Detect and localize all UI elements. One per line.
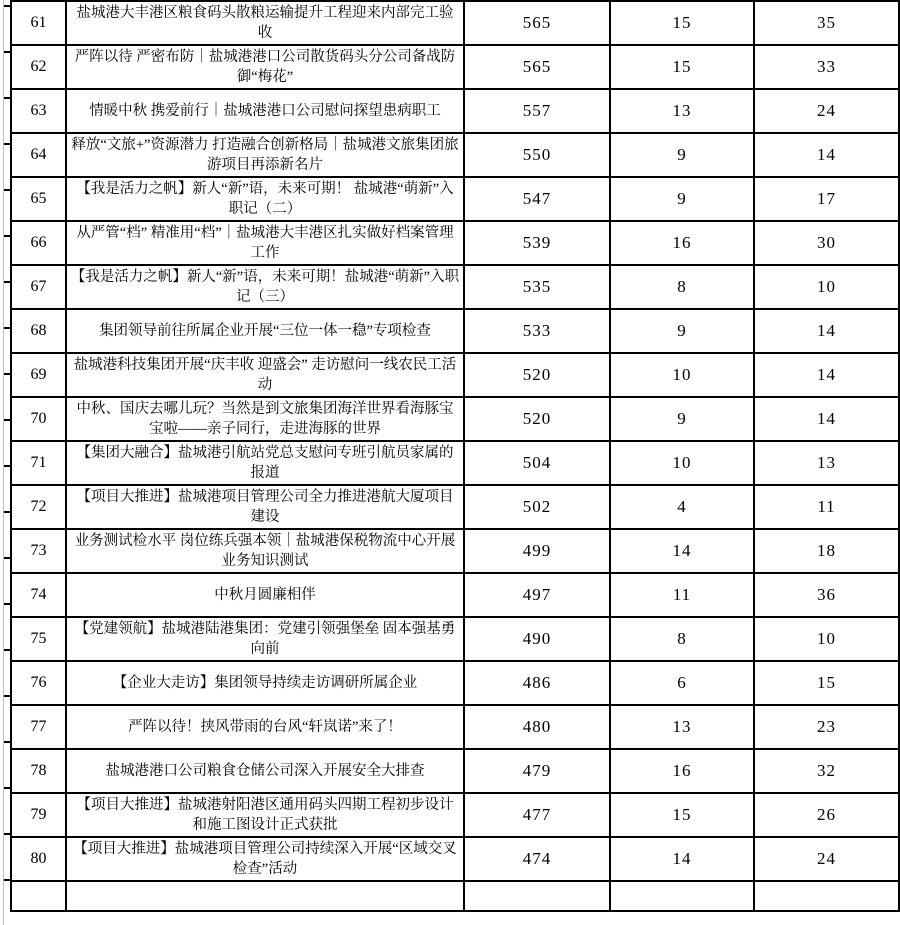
table-row	[11, 45, 899, 89]
value-col-1-cell[interactable]: 547	[464, 177, 610, 221]
value-col-1-cell[interactable]: 477	[464, 793, 610, 837]
row-number-cell[interactable]: 73	[11, 529, 66, 573]
table-body	[11, 0, 899, 911]
value-col-3-cell[interactable]: 23	[754, 705, 899, 749]
value-col-2-cell[interactable]: 10	[610, 441, 754, 485]
value-col-3-cell[interactable]: 35	[754, 1, 899, 45]
row-number-cell[interactable]: 62	[11, 45, 66, 89]
row-number-cell[interactable]: 76	[11, 661, 66, 705]
row-number-cell[interactable]: 80	[11, 837, 66, 881]
value-col-3-cell[interactable]: 33	[754, 45, 899, 89]
row-number-cell[interactable]: 78	[11, 749, 66, 793]
table-row	[11, 397, 899, 441]
value-col-2-cell[interactable]: 14	[610, 529, 754, 573]
value-col-1-cell[interactable]: 497	[464, 573, 610, 617]
title-cell[interactable]: 严阵以待 严密布防｜盐城港港口公司散货码头分公司备战防御“梅花”	[66, 45, 464, 89]
title-cell[interactable]: 盐城港科技集团开展“庆丰收 迎盛会” 走访慰问一线农民工活动	[66, 353, 464, 397]
partial-cell	[464, 881, 610, 911]
row-number-cell[interactable]: 68	[11, 309, 66, 353]
table-row	[11, 573, 899, 617]
row-number-cell[interactable]: 75	[11, 617, 66, 661]
value-col-3-cell[interactable]: 14	[754, 133, 899, 177]
title-cell[interactable]: 释放“文旅+”资源潜力 打造融合创新格局｜盐城港文旅集团旅游项目再添新名片	[66, 133, 464, 177]
value-col-3-cell[interactable]: 36	[754, 573, 899, 617]
value-col-1-cell[interactable]: 504	[464, 441, 610, 485]
partial-cell	[754, 881, 899, 911]
value-col-2-cell[interactable]: 9	[610, 177, 754, 221]
table-row	[11, 221, 899, 265]
value-col-2-cell[interactable]: 10	[610, 353, 754, 397]
table-row	[11, 837, 899, 881]
value-col-1-cell[interactable]: 502	[464, 485, 610, 529]
value-col-3-cell[interactable]: 26	[754, 793, 899, 837]
table-row	[11, 793, 899, 837]
value-col-1-cell[interactable]: 565	[464, 1, 610, 45]
table-row	[11, 1, 899, 45]
table-row	[11, 133, 899, 177]
value-col-3-cell[interactable]: 17	[754, 177, 899, 221]
value-col-1-cell[interactable]: 490	[464, 617, 610, 661]
value-col-1-cell[interactable]: 533	[464, 309, 610, 353]
value-col-3-cell[interactable]: 10	[754, 265, 899, 309]
row-number-cell[interactable]: 79	[11, 793, 66, 837]
row-number-cell[interactable]: 67	[11, 265, 66, 309]
table-row	[11, 441, 899, 485]
value-col-3-cell[interactable]: 14	[754, 309, 899, 353]
value-col-1-cell[interactable]: 557	[464, 89, 610, 133]
title-cell[interactable]: 严阵以待！挟风带雨的台风“轩岚诺”来了！	[66, 705, 464, 749]
value-col-3-cell[interactable]: 30	[754, 221, 899, 265]
title-cell[interactable]: 业务测试检水平 岗位练兵强本领｜盐城港保税物流中心开展业务知识测试	[66, 529, 464, 573]
value-col-1-cell[interactable]: 565	[464, 45, 610, 89]
title-cell[interactable]: 【项目大推进】盐城港射阳港区通用码头四期工程初步设计和施工图设计正式获批	[66, 793, 464, 837]
table-row	[11, 661, 899, 705]
row-number-cell[interactable]: 63	[11, 89, 66, 133]
row-number-cell[interactable]: 65	[11, 177, 66, 221]
title-cell[interactable]: 从严管“档” 精准用“档”｜盐城港大丰港区扎实做好档案管理工作	[66, 221, 464, 265]
title-cell[interactable]: 中秋、国庆去哪儿玩？当然是到文旅集团海洋世界看海豚宝宝啦——亲子同行，走进海豚的世界	[66, 397, 464, 441]
value-col-2-cell[interactable]: 16	[610, 221, 754, 265]
value-col-3-cell[interactable]: 24	[754, 837, 899, 881]
partial-row-below	[11, 881, 899, 911]
value-col-2-cell[interactable]: 9	[610, 133, 754, 177]
value-col-2-cell[interactable]: 11	[610, 573, 754, 617]
row-number-cell[interactable]: 71	[11, 441, 66, 485]
value-col-3-cell[interactable]: 32	[754, 749, 899, 793]
value-col-3-cell[interactable]: 13	[754, 441, 899, 485]
table-row	[11, 309, 899, 353]
table-row	[11, 749, 899, 793]
title-cell[interactable]: 【项目大推进】盐城港项目管理公司持续深入开展“区域交叉检查”活动	[66, 837, 464, 881]
value-col-1-cell[interactable]: 550	[464, 133, 610, 177]
table-row	[11, 265, 899, 309]
value-col-1-cell[interactable]: 480	[464, 705, 610, 749]
value-col-1-cell[interactable]: 486	[464, 661, 610, 705]
value-col-1-cell[interactable]: 479	[464, 749, 610, 793]
news-stats-table	[10, 0, 900, 912]
table-row	[11, 353, 899, 397]
value-col-1-cell[interactable]: 499	[464, 529, 610, 573]
title-cell[interactable]: 【企业大走访】集团领导持续走访调研所属企业	[66, 661, 464, 705]
title-cell[interactable]: 【党建领航】盐城港陆港集团：党建引领强堡垒 固本强基勇向前	[66, 617, 464, 661]
title-cell[interactable]: 盐城港港口公司粮食仓储公司深入开展安全大排查	[66, 749, 464, 793]
value-col-2-cell[interactable]: 9	[610, 397, 754, 441]
table-row	[11, 177, 899, 221]
value-col-1-cell[interactable]: 474	[464, 837, 610, 881]
value-col-2-cell[interactable]: 16	[610, 749, 754, 793]
value-col-2-cell[interactable]: 15	[610, 793, 754, 837]
row-number-cell[interactable]: 72	[11, 485, 66, 529]
title-cell[interactable]: 【项目大推进】盐城港项目管理公司全力推进港航大厦项目建设	[66, 485, 464, 529]
value-col-3-cell[interactable]: 10	[754, 617, 899, 661]
title-cell[interactable]: 集团领导前往所属企业开展“三位一体一稳”专项检查	[66, 309, 464, 353]
value-col-2-cell[interactable]: 4	[610, 485, 754, 529]
table-row	[11, 485, 899, 529]
partial-cell	[11, 881, 66, 911]
row-number-cell[interactable]: 61	[11, 1, 66, 45]
value-col-2-cell[interactable]: 13	[610, 89, 754, 133]
title-cell[interactable]: 【集团大融合】盐城港引航站党总支慰问专班引航员家属的报道	[66, 441, 464, 485]
row-border-ticks	[4, 0, 10, 925]
row-number-cell[interactable]: 74	[11, 573, 66, 617]
row-number-cell[interactable]: 70	[11, 397, 66, 441]
table-row	[11, 617, 899, 661]
value-col-3-cell[interactable]: 14	[754, 353, 899, 397]
value-col-3-cell[interactable]: 11	[754, 485, 899, 529]
value-col-1-cell[interactable]: 520	[464, 353, 610, 397]
table-row	[11, 705, 899, 749]
value-col-1-cell[interactable]: 539	[464, 221, 610, 265]
row-number-cell[interactable]: 77	[11, 705, 66, 749]
title-cell[interactable]: 【我是活力之帆】新人“新”语，未来可期！盐城港“萌新”入职记（三）	[66, 265, 464, 309]
value-col-1-cell[interactable]: 520	[464, 397, 610, 441]
value-col-2-cell[interactable]: 15	[610, 45, 754, 89]
row-number-cell[interactable]: 66	[11, 221, 66, 265]
partial-cell	[66, 881, 464, 911]
value-col-2-cell[interactable]: 14	[610, 837, 754, 881]
value-col-2-cell[interactable]: 8	[610, 617, 754, 661]
left-sheet-gutter	[0, 0, 10, 925]
row-number-cell[interactable]: 69	[11, 353, 66, 397]
value-col-2-cell[interactable]: 8	[610, 265, 754, 309]
value-col-3-cell[interactable]: 14	[754, 397, 899, 441]
table-row	[11, 529, 899, 573]
partial-cell	[610, 881, 754, 911]
value-col-3-cell[interactable]: 18	[754, 529, 899, 573]
value-col-2-cell[interactable]: 9	[610, 309, 754, 353]
table-row	[11, 89, 899, 133]
value-col-1-cell[interactable]: 535	[464, 265, 610, 309]
title-cell[interactable]: 中秋月圆廉相伴	[66, 573, 464, 617]
value-col-2-cell[interactable]: 15	[610, 1, 754, 45]
value-col-2-cell[interactable]: 13	[610, 705, 754, 749]
value-col-2-cell[interactable]: 6	[610, 661, 754, 705]
title-cell[interactable]: 盐城港大丰港区粮食码头散粮运输提升工程迎来内部完工验收	[66, 1, 464, 45]
title-cell[interactable]: 【我是活力之帆】新人“新”语，未来可期！ 盐城港“萌新”入职记（二）	[66, 177, 464, 221]
row-number-cell[interactable]: 64	[11, 133, 66, 177]
value-col-3-cell[interactable]: 24	[754, 89, 899, 133]
value-col-3-cell[interactable]: 15	[754, 661, 899, 705]
title-cell[interactable]: 情暖中秋 携爱前行｜盐城港港口公司慰问探望患病职工	[66, 89, 464, 133]
